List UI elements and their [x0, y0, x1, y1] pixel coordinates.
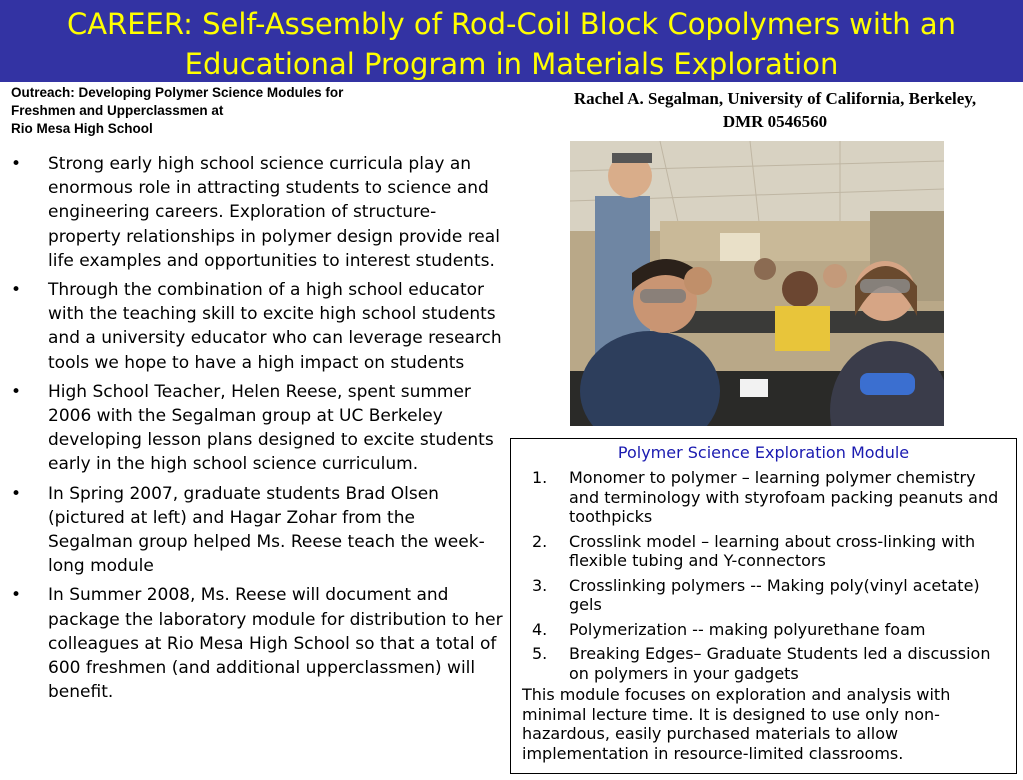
outreach-line-3: Rio Mesa High School: [11, 121, 153, 136]
module-item-number: 1.: [532, 468, 548, 487]
module-item: [529, 644, 1009, 683]
classroom-photo: [570, 141, 944, 426]
module-item-text: Polymerization -- making polyurethane foam: [569, 619, 926, 639]
outreach-line-2: Freshmen and Upperclassmen at: [11, 103, 224, 118]
slide-title: [0, 4, 1023, 84]
bullet-text: Through the combination of a high school educator with the teaching skill to excite high school students and a university educator who can leverage research tools we hope to have a high impact on students: [48, 280, 502, 373]
author-line-1: Rachel A. Segalman, University of California, Berkeley,: [573, 89, 977, 108]
module-item: [529, 532, 1009, 571]
bullet-list: [10, 152, 505, 709]
module-item-text: Crosslinking polymers -- Making poly(vinyl acetate) gels: [569, 575, 980, 614]
module-item-number: 2.: [532, 531, 548, 551]
title-line-2: Educational Program in Materials Exploration: [184, 47, 839, 81]
outreach-heading: [11, 84, 431, 138]
module-list: [529, 468, 1009, 688]
classroom-photo-illustration: [570, 141, 944, 426]
module-item-text: Monomer to polymer – learning polymer chemistry and terminology with styrofoam packing peanuts and toothpicks: [569, 468, 999, 526]
module-item-number: 3.: [532, 575, 548, 595]
module-description: This module focuses on exploration and analysis with minimal lecture time. It is designed to use only non-hazardous, easily purchased materials to allow implementation in resource-limited classrooms.: [522, 685, 951, 763]
module-item-number: 5.: [532, 644, 548, 663]
bullet-dot: •: [11, 154, 22, 174]
bullet-text: In Summer 2008, Ms. Reese will document and package the laboratory module for distribution to her colleagues at Rio Mesa High School so that a total of 600 freshmen (and additional upperclassmen) will benefit.: [48, 585, 503, 703]
module-item-number: 4.: [532, 619, 548, 639]
bullet-item: [10, 583, 505, 704]
bullet-dot: •: [11, 280, 22, 301]
bullet-item: [10, 380, 505, 477]
module-item: [529, 468, 1009, 527]
bullet-text: In Spring 2007, graduate students Brad Olsen (pictured at left) and Hagar Zohar from the Segalman group helped Ms. Reese teach the week-long module: [48, 483, 485, 577]
bullet-text: Strong early high school science curricula play an enormous role in attracting students to science and engineering careers. Exploration of structure-property relationships in polymer design provide real life examples and opportunities to interest students.: [48, 154, 500, 271]
module-title: Polymer Science Exploration Module: [617, 443, 910, 462]
bullet-item: [10, 278, 505, 375]
title-line-1: CAREER: Self-Assembly of Rod-Coil Block Copolymers with an: [66, 7, 957, 41]
module-item: [529, 620, 1009, 640]
module-item-text: Breaking Edges– Graduate Students led a discussion on polymers in your gadgets: [569, 644, 991, 683]
module-box: [510, 438, 1017, 774]
author-block: [520, 87, 1023, 133]
module-item-text: Crosslink model – learning about cross-linking with flexible tubing and Y-connectors: [569, 531, 976, 570]
outreach-line-1: Outreach: Developing Polymer Science Modules for: [11, 85, 344, 100]
module-item: [529, 576, 1009, 615]
bullet-item: [10, 152, 505, 273]
bullet-dot: •: [11, 483, 22, 504]
bullet-dot: •: [11, 381, 22, 402]
bullet-text: High School Teacher, Helen Reese, spent summer 2006 with the Segalman group at UC Berkeley developing lesson plans designed to excite students early in the high school science curriculum.: [48, 381, 494, 475]
award-number: DMR 0546560: [722, 112, 828, 131]
bullet-dot: •: [11, 585, 22, 606]
bullet-item: [10, 482, 505, 579]
